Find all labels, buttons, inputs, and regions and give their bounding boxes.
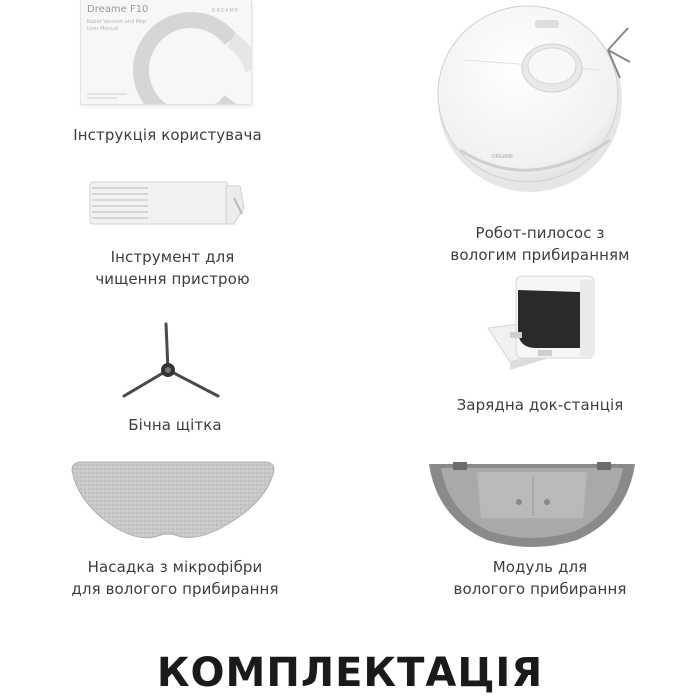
manual-brand: Dreame F10: [87, 4, 149, 15]
manual-subtitle-line: User Manual: [87, 26, 119, 32]
mop-module-caption-line: вологого прибирання: [453, 580, 627, 598]
robot-caption-line: Робот-пилосос з: [475, 224, 605, 242]
manual-logo: DREAME: [211, 8, 239, 14]
robot-caption: [420, 222, 660, 266]
mop-pad-caption: [40, 556, 310, 600]
side-brush-caption: Бічна щітка: [128, 416, 222, 434]
mop-module-caption-line: Модуль для: [492, 558, 588, 576]
microfiber-mop-pad-image: [68, 460, 278, 550]
mop-module-image: [427, 458, 637, 548]
svg-text:DREAME: DREAME: [492, 154, 514, 160]
manual-caption: Інструкція користувача: [73, 126, 262, 144]
mop-pad-caption-line: Насадка з мікрофібри: [87, 558, 263, 576]
charging-dock-image: [480, 270, 605, 380]
page-title: КОМПЛЕКТАЦІЯ: [156, 650, 544, 696]
dock-caption: Зарядна док-станція: [456, 396, 624, 414]
cleaning-tool-caption: [45, 246, 300, 290]
user-manual-image: [80, 0, 252, 105]
manual-graphic: [81, 0, 251, 104]
side-brush-image: [118, 320, 228, 405]
robot-vacuum-image: [430, 0, 630, 200]
manual-subtitle-line: Robot Vacuum and Mop: [87, 19, 147, 25]
robot-caption-line: вологим прибиранням: [450, 246, 630, 264]
mop-module-caption: [420, 556, 660, 600]
cleaning-tool-caption-line: Інструмент для: [110, 248, 235, 266]
cleaning-tool-caption-line: чищення пристрою: [95, 270, 250, 288]
mop-pad-caption-line: для вологого прибирання: [71, 580, 279, 598]
cleaning-tool-image: [88, 178, 248, 228]
